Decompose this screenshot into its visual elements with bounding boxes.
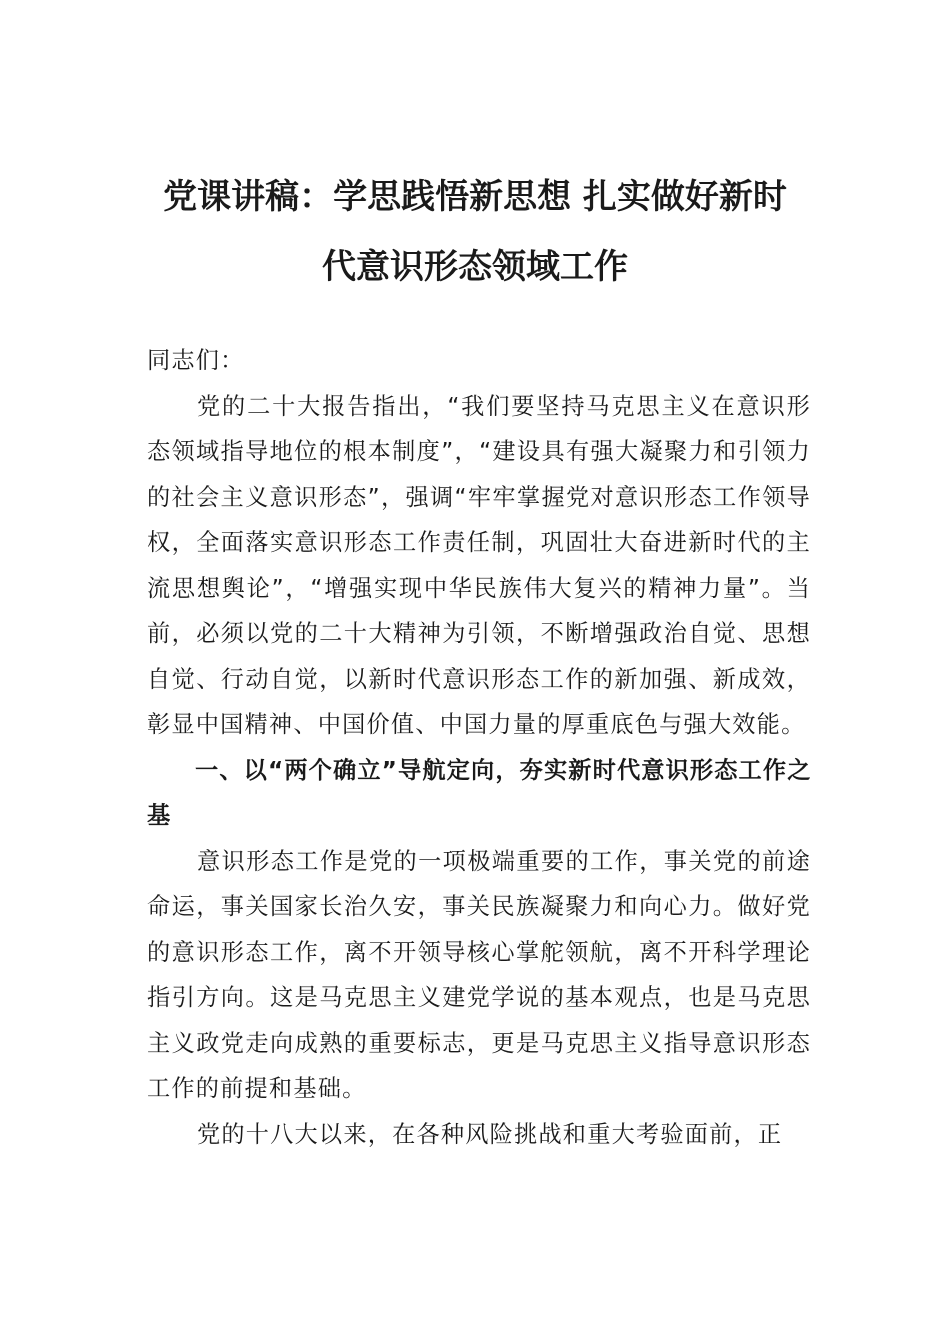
paragraph-1: 党的二十大报告指出，“我们要坚持马克思主义在意识形态领域指导地位的根本制度”，“建设具有强大凝聚力和引领力的社会主义意识形态”，强调“牢牢掌握党对意识形态工作领导权，全面落实意识形态工作责任制，巩固壮大奋进新时代的主流思想舆论”，“增强实现中华民族伟大复兴的精神力量”。当前，必须以党的二十大精神为引领，不断增强政治自觉、思想自觉、行动自觉，以新时代意识形态工作的新加强、新成效，彰显中国精神、中国价值、中国力量的厚重底色与强大效能。	[147, 392, 811, 738]
paragraph-2: 意识形态工作是党的一项极端重要的工作，事关党的前途命运，事关国家长治久安，事关民族凝聚力和向心力。做好党的意识形态工作，离不开领导核心掌舵领航，离不开科学理论指引方向。这是马克思主义建党学说的基本观点，也是马克思主义政党走向成熟的重要标志，更是马克思主义指导意识形态工作的前提和基础。	[147, 847, 811, 1102]
section-heading-1: 一、以“两个确立”导航定向，夯实新时代意识形态工作之基	[147, 756, 811, 829]
paragraph-3: 党的十八大以来，在各种风险挑战和重大考验面前，正	[197, 1120, 783, 1148]
title-line-2: 代意识形态领域工作	[322, 247, 628, 287]
document-body	[147, 338, 811, 1157]
title-line-1: 党课讲稿：学思践悟新思想 扎实做好新时	[163, 177, 787, 217]
salutation: 同志们：	[147, 347, 245, 374]
document-title	[120, 162, 830, 302]
